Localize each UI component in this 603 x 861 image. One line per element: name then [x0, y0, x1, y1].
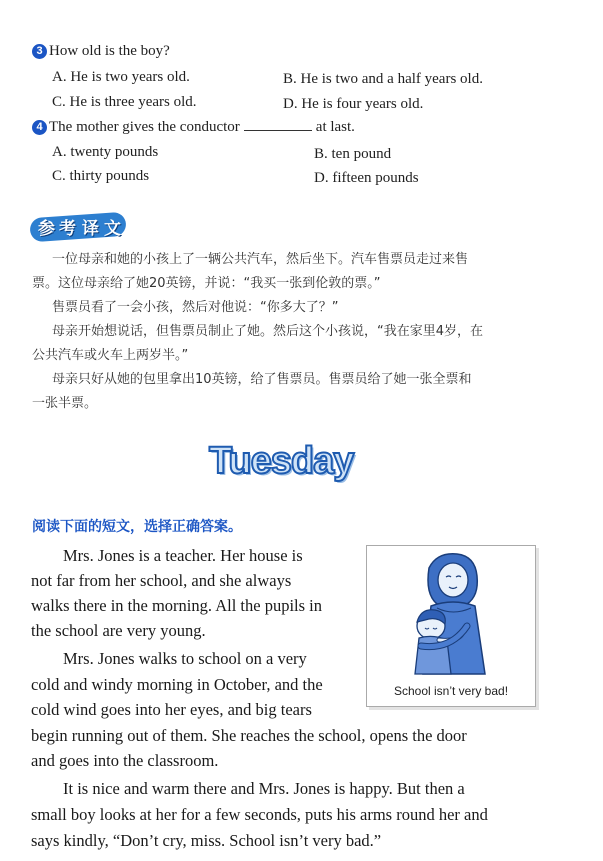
passage-line: Mrs. Jones walks to school on a very — [63, 649, 307, 668]
option-b: B. He is two and a half years old. — [283, 71, 483, 87]
option-d: D. He is four years old. — [283, 96, 424, 112]
translation-line: 公共汽车或火车上两岁半。” — [32, 348, 189, 363]
translation-line: 一位母亲和她的小孩上了一辆公共汽车，然后坐下。汽车售票员走过来售 — [52, 252, 469, 267]
passage-line: cold and windy morning in October, and the — [31, 675, 323, 694]
passage-line: says kindly, “Don’t cry, miss. School isn’t very bad.” — [31, 831, 382, 850]
question-text: How old is the boy? — [49, 43, 170, 59]
badge-char: 文 — [104, 219, 121, 239]
question-text-before: The mother gives the conductor — [49, 119, 240, 135]
passage-line: It is nice and warm there and Mrs. Jones is happy. But then a — [63, 779, 465, 798]
option-a: A. twenty pounds — [52, 144, 159, 160]
badge-char: 译 — [82, 219, 99, 239]
passage-line: and goes into the classroom. — [31, 751, 219, 770]
question-number-badge: 3 — [32, 44, 47, 59]
translation-line: 票。这位母亲给了她20英镑，并说：“我买一张到伦敦的票。” — [32, 276, 381, 291]
option-c: C. He is three years old. — [52, 94, 197, 110]
translation-line: 一张半票。 — [32, 396, 98, 411]
question-number-badge: 4 — [32, 120, 47, 135]
translation-line: 母亲开始想说话，但售票员制止了她。然后这个小孩说，“我在家里4岁，在 — [52, 324, 484, 339]
passage-line: not far from her school, and she always — [31, 571, 292, 590]
passage-line: small boy looks at her for a few seconds, puts his arms round her and — [31, 805, 488, 824]
question-text-after: at last. — [315, 119, 355, 135]
option-d: D. fifteen pounds — [314, 170, 419, 186]
badge-char: 考 — [59, 219, 76, 239]
option-c: C. thirty pounds — [52, 168, 150, 184]
section-title: Tuesday — [209, 440, 354, 482]
illustration-frame — [366, 545, 536, 707]
passage-line: begin running out of them. She reaches the school, opens the door — [31, 726, 467, 745]
option-b: B. ten pound — [314, 146, 392, 162]
answer-blank — [244, 118, 312, 131]
translation-line: 售票员看了一会小孩，然后对他说：“你多大了？” — [52, 300, 339, 315]
passage-line: the school are very young. — [31, 621, 206, 640]
reference-translation-badge — [30, 212, 130, 242]
illustration-caption: School isn’t very bad! — [393, 684, 509, 698]
passage-line: cold wind goes into her eyes, and big tears — [31, 700, 312, 719]
instruction: 阅读下面的短文，选择正确答案。 — [32, 519, 242, 535]
question-3 — [32, 42, 170, 60]
passage-line: walks there in the morning. All the pupils in — [31, 596, 323, 615]
option-a: A. He is two years old. — [52, 69, 190, 85]
translation-line: 母亲只好从她的包里拿出10英镑，给了售票员。售票员给了她一张全票和 — [52, 372, 472, 387]
badge-char: 参 — [38, 219, 55, 239]
teacher-hugging-boy-illustration — [367, 546, 535, 678]
question-4 — [32, 118, 355, 136]
passage-line: Mrs. Jones is a teacher. Her house is — [63, 546, 303, 565]
